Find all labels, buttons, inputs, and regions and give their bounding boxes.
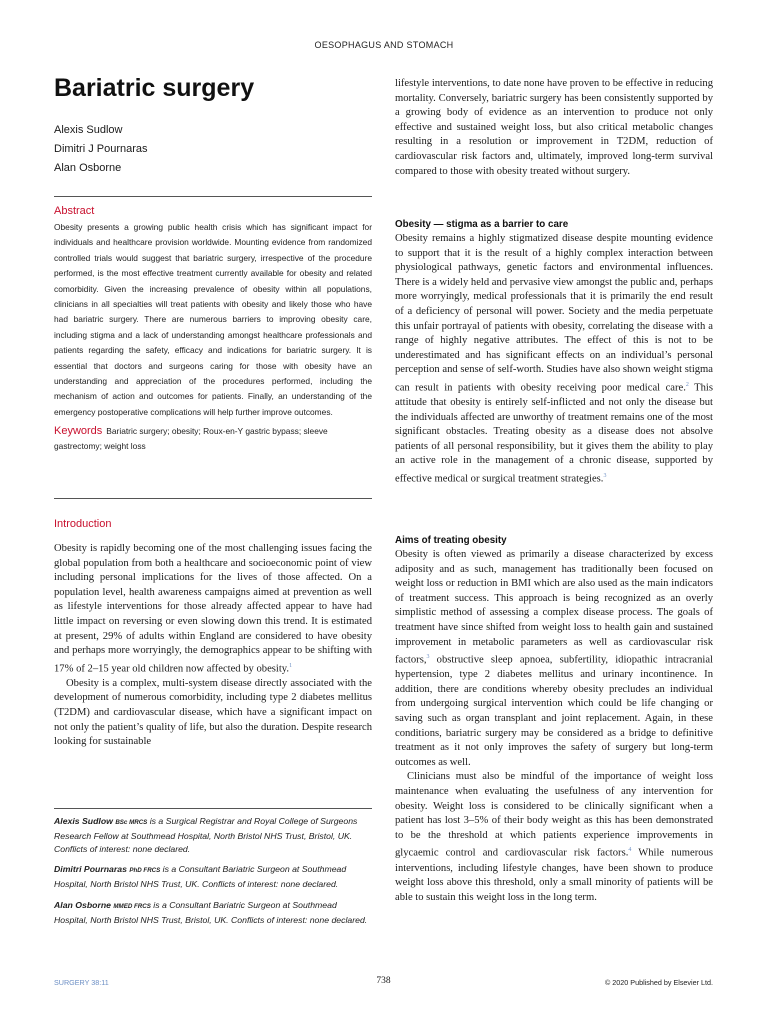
- abstract-text: Obesity presents a growing public health crisis which has significant impact for individuals and healthcare provision worldwide. Mounting evidence from randomized controlled trials would suggest that bariatric surgery, irrespective of the procedure performed, is the most effective treatment currently available for obesity and related comorbidity. Given the increasing prevalence of obesity within all populations, clinicians in all specialties will treat patients with obesity and likely those who have had bariatric surgery. There are numerous barriers to improving obesity care, including stigma and a lack of understanding amongst healthcare professionals and patients regarding the safety, efficacy and indications for bariatric surgery. It is essential that doctors and surgeons caring for those with obesity have an understanding and appreciation of the procedures performed, including the mechanism of action and outcomes for patients. Finally, an understanding of the emergency postoperative complications will help further improve outcomes.: [54, 222, 372, 417]
- paragraph-text: obstructive sleep apnoea, subfertility, idiopathic intracranial hypertension, type 2 diabetes mellitus and urinary incontinence. In addition, there are conditions whereby obesity precludes an individual from undergoing surgical intervention which could be life changing or saving such as organ transplant and joint replacement. Again, in these conditions, bariatric surgery may be considered as a bridge to definitive treatment as it not only improves the safety of surgery but long-term outcomes as well.: [395, 654, 713, 768]
- divider: [54, 808, 372, 809]
- author-bio: [54, 815, 372, 855]
- paragraph-text: While numerous interventions, including lifestyle changes, have been shown to produce weight loss above this threshold, only a small minority of patients will be able to sustain this weight loss in the long term.: [395, 847, 713, 903]
- stigma-section: [395, 219, 713, 487]
- bio-text: is a Consultant Bariatric Surgeon at Southmead Hospital, North Bristol NHS Trust, UK. Conflicts of interest: none declared.: [54, 864, 347, 890]
- author-name: Dimitri J Pournaras: [54, 143, 148, 155]
- paragraph: [395, 770, 713, 905]
- abstract-heading: Abstract: [54, 205, 95, 217]
- article-title: Bariatric surgery: [54, 74, 255, 102]
- paragraph: lifestyle interventions, to date none have proven to be effective in reducing mortality. Conversely, bariatric surgery has been consistently supported by a growing body of evidence as an intervention to produce not only effective and sustained weight loss, but also critical metabolic changes resulting in a resolution or improvement in T2DM, reduction of cardiovascular risk factors and, ultimately, improved long-term survival compared to those with obesity treated without surgery.: [395, 78, 713, 177]
- aims-section: [395, 535, 713, 905]
- bio-name: Alan Osborne: [54, 899, 111, 910]
- reference-link[interactable]: 1: [289, 662, 293, 669]
- bio-degrees: BSc MRCS: [115, 819, 148, 826]
- section-header: OESOPHAGUS AND STOMACH: [314, 40, 454, 50]
- paragraph: [395, 548, 713, 770]
- author-bio: [54, 899, 372, 927]
- stigma-heading: Obesity — stigma as a barrier to care: [395, 219, 569, 230]
- author-name: Alan Osborne: [54, 162, 122, 174]
- paragraph-text: Obesity is often viewed as primarily a disease characterized by excess adiposity and as such, management has traditionally been focused on weight loss or reduction in BMI which are also used as the main indicators of treatment success. This approach is being recognized as an overly simplistic method of assessing a complex disease process. The goals of treatment have since shifted from weight loss to health gain and sustained improvement in metabolic parameters as well as cardiovascular risk factors,: [395, 549, 713, 666]
- bio-name: Dimitri Pournaras: [54, 864, 127, 875]
- author-bio: [54, 863, 372, 891]
- author-name: Alexis Sudlow: [54, 124, 123, 136]
- paragraph-text: This attitude that obesity is entirely self-inflicted and not only the disease but the individuals affected are unworthy of treatment remains one of the most significant obstacles. Treating obesity as a disease does not absolve patients of all personal responsibility, but it gives them the ability to play an active role in the management of a chronic disease, supported by effective medical or surgical treatment strategies.: [395, 382, 714, 485]
- reference-link[interactable]: 2: [685, 381, 689, 388]
- introduction-section: [54, 518, 372, 750]
- keywords-label: Keywords: [54, 425, 103, 438]
- bio-text: is a Consultant Bariatric Surgeon at Southmead Hospital, North Bristol NHS Trust, Bristol, UK. Conflicts of interest: none declared.: [54, 899, 368, 925]
- bio-degrees: MMED FRCS: [113, 902, 151, 910]
- journal-citation: SURGERY 38:11: [54, 978, 109, 987]
- divider: [54, 498, 372, 499]
- continuation-block: [395, 77, 713, 179]
- page-number: 738: [376, 976, 391, 986]
- bio-name: Alexis Sudlow: [54, 816, 113, 826]
- abstract-section: [54, 205, 372, 454]
- author-list: [54, 121, 148, 178]
- introduction-heading: Introduction: [54, 518, 112, 530]
- keywords-text: Bariatric surgery; obesity; Roux-en-Y gastric bypass; sleeve gastrectomy; weight loss: [54, 426, 328, 452]
- author-bios: [54, 815, 372, 935]
- paragraph-text: Obesity remains a highly stigmatized disease despite mounting evidence to support that it is the result of a highly complex interaction between physiological pathways, genetic factors and environmental influences. There is a widely held and pervasive view amongst the public and, perhaps more worryingly, medical professionals that it is primarily the end result of a deficiency of personal will power. Society and the media perpetuate this unfair portrayal of patients with obesity, correlating the disease with a range of highly negative attributes. The effect of this is not to be underestimated and has significant effects on an individual’s personal perception and sense of self-worth. Studies have also shown weight stigma can result in patients with obesity receiving poor medical care.: [395, 233, 714, 394]
- reference-link[interactable]: 3: [603, 473, 607, 480]
- paragraph-text: Clinicians must also be mindful of the importance of weight loss maintenance when evaluating the usefulness of any intervention for obesity. Weight loss is considered to be clinically significant when a patient has lost 3–5% of their body weight as this has been demonstrated to be the threshold at which patients experience improvements in glycaemic control and cardiovascular risk factors.: [395, 771, 713, 859]
- paragraph: Obesity is a complex, multi-system disease directly associated with the development of numerous comorbidity, including type 2 diabetes mellitus (T2DM) and cardiovascular disease, which have a significant impact on not only the patient’s quality of life, but also the duration. Despite research looking for sustainable: [54, 677, 372, 748]
- reference-link[interactable]: 3: [426, 654, 430, 661]
- aims-heading: Aims of treating obesity: [395, 535, 507, 546]
- paragraph: [54, 542, 372, 677]
- bio-text: is a Surgical Registrar and Royal College of Surgeons Research Fellow at Southmead Hospital, North Bristol NHS Trust, Bristol, UK. Conflicts of interest: none declared.: [54, 816, 358, 854]
- keywords: [54, 424, 372, 454]
- paragraph-text: Obesity is rapidly becoming one of the most challenging issues facing the global population from both a healthcare and socioeconomic point of view including personal implications for the lives of those affected. On a population level, health awareness campaigns aimed at prevention as well as lifestyle interventions for those already affected appear to have had little impact on reversing or even slowing down this trend. It is estimated at present, 29% of adults within England are considered to have obesity and perhaps more worryingly, the demographics appear to be shifting with 17% of 2–15 year old children now affected by obesity.: [54, 543, 372, 675]
- paragraph: [395, 232, 713, 487]
- divider: [54, 196, 372, 197]
- copyright: © 2020 Published by Elsevier Ltd.: [605, 978, 713, 987]
- page-footer: [54, 978, 713, 992]
- bio-degrees: PhD FRCS: [129, 867, 161, 875]
- reference-link[interactable]: 4: [628, 847, 632, 854]
